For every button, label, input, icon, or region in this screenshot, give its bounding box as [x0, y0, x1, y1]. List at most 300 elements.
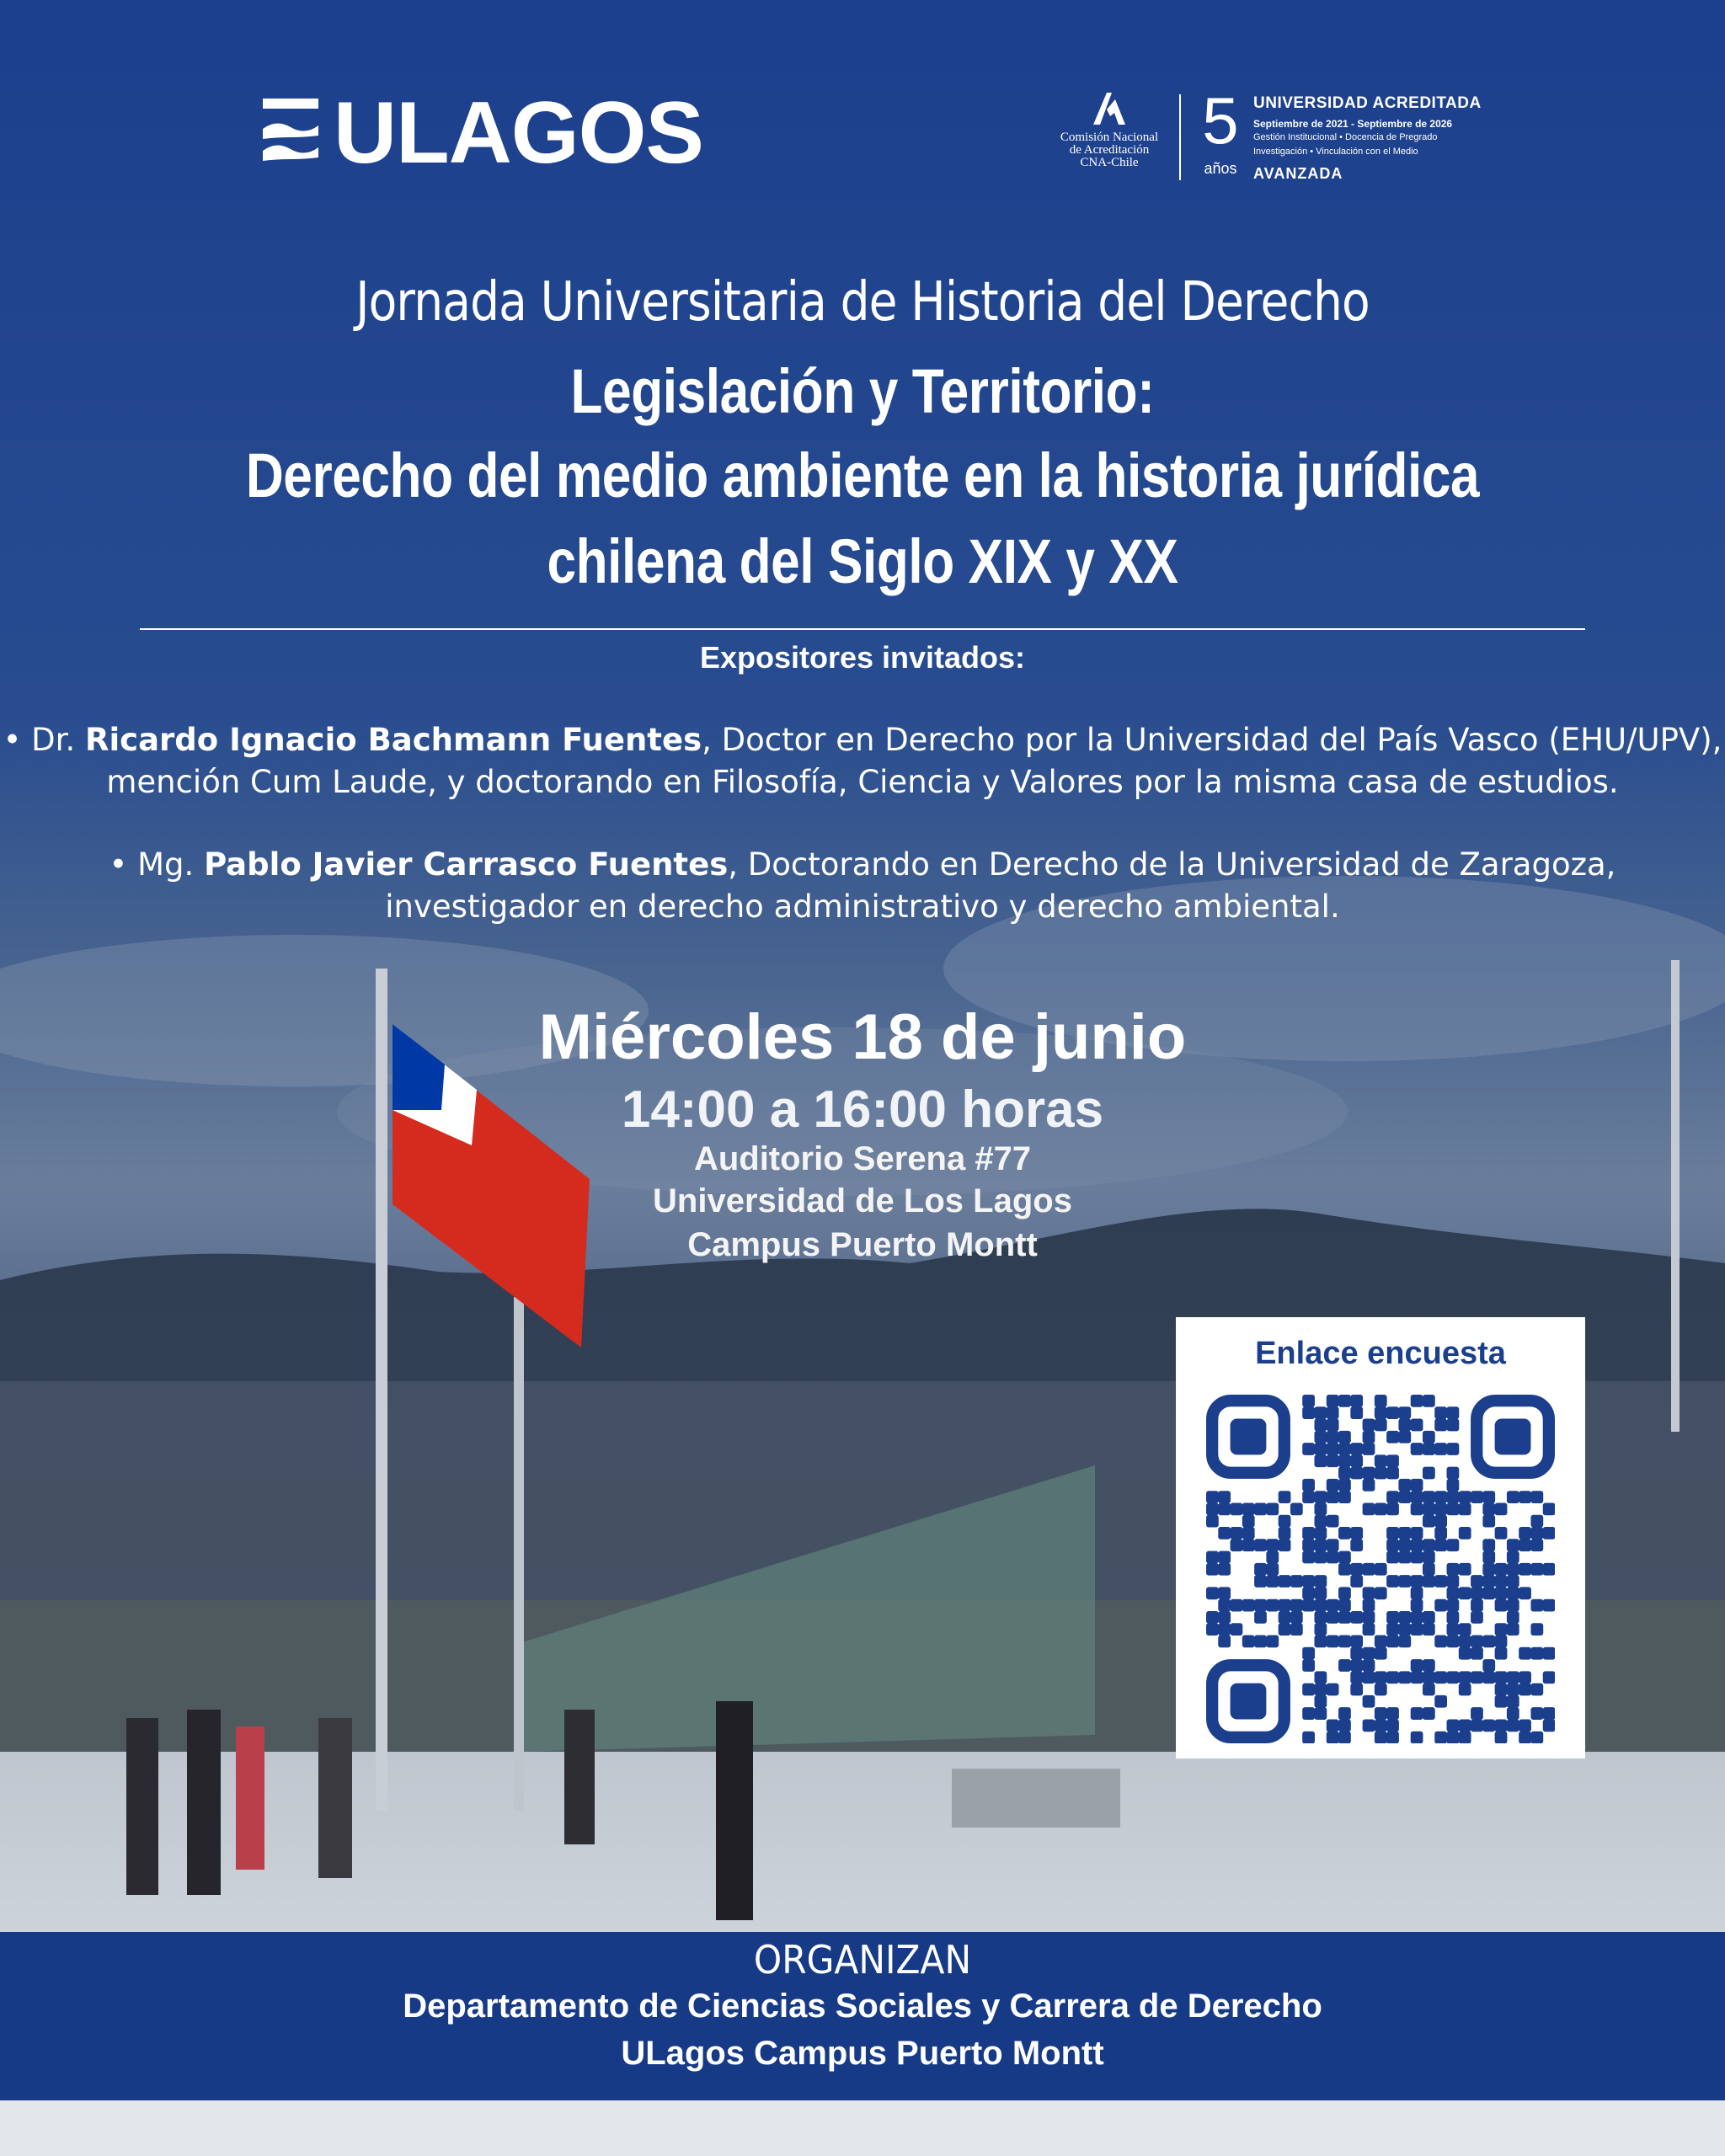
qr-module: [1290, 1575, 1303, 1588]
qr-module: [1495, 1719, 1508, 1732]
qr-module: [1519, 1719, 1531, 1732]
qr-module: [1302, 1684, 1315, 1696]
qr-module: [1375, 1732, 1387, 1743]
qr-module: [1543, 1707, 1555, 1720]
qr-module: [1266, 1599, 1279, 1612]
speaker-description: investigador en derecho administrativo y derecho ambiental.: [385, 889, 1340, 925]
qr-module: [1314, 1431, 1327, 1444]
cna-name-line: Comisión Nacional: [1060, 131, 1159, 144]
qr-module: [1327, 1636, 1339, 1648]
qr-module: [1254, 1502, 1267, 1515]
qr-module: [1530, 1539, 1543, 1551]
qr-module: [1386, 1623, 1399, 1636]
cna-name-line: CNA-Chile: [1080, 156, 1139, 169]
qr-module: [1338, 1479, 1351, 1492]
qr-module: [1338, 1527, 1351, 1540]
qr-module: [1279, 1491, 1291, 1503]
qr-module: [1338, 1659, 1351, 1672]
qr-module: [1350, 1443, 1363, 1455]
qr-module: [1338, 1599, 1351, 1612]
qr-module: [1411, 1659, 1423, 1672]
qr-module: [1350, 1647, 1363, 1660]
qr-module: [1398, 1611, 1411, 1624]
qr-module: [1482, 1719, 1495, 1732]
qr-module: [1530, 1599, 1543, 1612]
qr-module: [1363, 1479, 1375, 1492]
qr-module: [1266, 1563, 1279, 1576]
speaker-description: mención Cum Laude, y doctorando en Filosofía, Ciencia y Valores por la misma casa de estudios.: [106, 764, 1619, 800]
qr-module: [1459, 1623, 1471, 1636]
qr-module: [1314, 1684, 1327, 1696]
qr-module: [1423, 1395, 1435, 1407]
qr-module: [1530, 1623, 1543, 1636]
qr-module: [1338, 1395, 1351, 1407]
qr-module: [1338, 1467, 1351, 1480]
qr-module: [1375, 1647, 1387, 1660]
qr-module: [1314, 1671, 1327, 1684]
speaker-prefix: • Mg.: [109, 846, 205, 883]
qr-module: [1447, 1575, 1460, 1588]
qr-module: [1423, 1611, 1435, 1624]
qr-module: [1423, 1684, 1435, 1696]
qr-module: [1363, 1467, 1375, 1480]
qr-module: [1423, 1707, 1435, 1720]
qr-module: [1290, 1599, 1303, 1612]
qr-module: [1254, 1539, 1267, 1551]
qr-module: [1447, 1443, 1460, 1455]
event-venue: Campus Puerto Montt: [687, 1226, 1038, 1263]
qr-module: [1363, 1659, 1375, 1672]
qr-module: [1386, 1719, 1399, 1732]
qr-module: [1482, 1491, 1495, 1503]
qr-module: [1314, 1454, 1327, 1467]
qr-module: [1423, 1491, 1435, 1503]
qr-module: [1363, 1443, 1375, 1455]
qr-module: [1411, 1491, 1423, 1503]
qr-module: [1423, 1575, 1435, 1588]
qr-module: [1482, 1636, 1495, 1648]
qr-module: [1302, 1406, 1315, 1419]
qr-module: [1434, 1671, 1447, 1684]
qr-module: [1482, 1587, 1495, 1599]
qr-module: [1327, 1719, 1339, 1732]
qr-module: [1363, 1587, 1375, 1599]
qr-module: [1507, 1684, 1519, 1696]
qr-module: [1447, 1671, 1460, 1684]
qr-module: [1302, 1647, 1315, 1660]
qr-module: [1507, 1599, 1519, 1612]
qr-module: [1363, 1623, 1375, 1636]
speaker-entry: [0, 844, 1725, 928]
qr-module: [1543, 1563, 1555, 1576]
qr-module: [1314, 1575, 1327, 1588]
qr-module: [1411, 1611, 1423, 1624]
qr-module: [1459, 1563, 1471, 1576]
qr-module: [1495, 1563, 1508, 1576]
qr-module: [1206, 1551, 1219, 1564]
qr-module: [1302, 1551, 1315, 1564]
qr-module: [1206, 1563, 1219, 1576]
qr-module: [1314, 1695, 1327, 1708]
qr-module: [1231, 1599, 1243, 1612]
qr-module: [1507, 1623, 1519, 1636]
qr-module: [1279, 1599, 1291, 1612]
speaker-line: [0, 844, 1725, 886]
qr-module: [1386, 1671, 1399, 1684]
event-title-line: Legislación y Territorio:: [570, 356, 1155, 426]
qr-module: [1495, 1502, 1508, 1515]
waves-icon: [263, 95, 322, 171]
qr-module: [1411, 1732, 1423, 1743]
qr-module: [1206, 1491, 1219, 1503]
accreditation-info: [1253, 91, 1482, 184]
qr-module: [1338, 1719, 1351, 1732]
qr-module: [1375, 1587, 1387, 1599]
qr-module: [1386, 1575, 1399, 1588]
qr-module: [1231, 1502, 1243, 1515]
qr-module: [1279, 1515, 1291, 1528]
qr-module: [1459, 1502, 1471, 1515]
qr-module: [1495, 1684, 1508, 1696]
survey-qr-card[interactable]: [1176, 1317, 1585, 1758]
qr-module: [1482, 1515, 1495, 1528]
qr-module: [1434, 1419, 1447, 1432]
qr-module: [1242, 1636, 1255, 1648]
qr-module: [1375, 1419, 1387, 1432]
qr-module: [1411, 1551, 1423, 1564]
survey-label: Enlace encuesta: [1255, 1336, 1506, 1371]
qr-module: [1242, 1515, 1255, 1528]
speaker-prefix: • Dr.: [3, 722, 85, 758]
qr-module: [1471, 1636, 1483, 1648]
qr-module: [1386, 1611, 1399, 1624]
qr-module: [1206, 1502, 1219, 1515]
qr-module: [1482, 1671, 1495, 1684]
qr-module: [1363, 1611, 1375, 1624]
qr-module: [1302, 1443, 1315, 1455]
qr-module: [1363, 1563, 1375, 1576]
qr-module: [1495, 1732, 1508, 1743]
qr-module: [1314, 1419, 1327, 1432]
qr-module: [1507, 1539, 1519, 1551]
qr-module: [1482, 1659, 1495, 1672]
qr-module: [1447, 1599, 1460, 1612]
qr-module: [1327, 1539, 1339, 1551]
organizer-line: ULagos Campus Puerto Montt: [621, 2035, 1104, 2072]
qr-module: [1507, 1671, 1519, 1684]
qr-module: [1242, 1539, 1255, 1551]
event-title-line: chilena del Siglo XIX y XX: [547, 526, 1178, 596]
qr-code-icon[interactable]: [1206, 1395, 1555, 1743]
qr-module: [1386, 1551, 1399, 1564]
qr-module: [1530, 1527, 1543, 1540]
qr-module: [1386, 1467, 1399, 1480]
qr-module: [1386, 1707, 1399, 1720]
qr-module: [1242, 1599, 1255, 1612]
qr-module: [1530, 1515, 1543, 1528]
qr-module: [1290, 1611, 1303, 1624]
qr-module: [1398, 1491, 1411, 1503]
qr-module: [1350, 1454, 1363, 1467]
qr-module: [1218, 1551, 1231, 1564]
qr-module: [1434, 1636, 1447, 1648]
qr-module: [1314, 1611, 1327, 1624]
qr-module: [1447, 1539, 1460, 1551]
qr-module: [1338, 1454, 1351, 1467]
qr-module: [1338, 1732, 1351, 1743]
qr-module: [1519, 1527, 1531, 1540]
qr-module: [1507, 1587, 1519, 1599]
speaker-description: , Doctorando en Derecho de la Universidad de Zaragoza,: [728, 846, 1616, 883]
qr-module: [1434, 1443, 1447, 1455]
qr-module: [1434, 1575, 1447, 1588]
qr-module: [1459, 1732, 1471, 1743]
qr-module: [1495, 1671, 1508, 1684]
qr-module: [1279, 1575, 1291, 1588]
qr-module: [1447, 1419, 1460, 1432]
qr-module: [1386, 1502, 1399, 1515]
qr-module: [1423, 1431, 1435, 1444]
qr-module: [1218, 1491, 1231, 1503]
qr-module: [1375, 1467, 1387, 1480]
qr-module: [1398, 1636, 1411, 1648]
qr-module: [1302, 1539, 1315, 1551]
organizers-heading: ORGANIZAN: [753, 1937, 972, 1983]
qr-module: [1471, 1575, 1483, 1588]
qr-module: [1543, 1719, 1555, 1732]
qr-module: [1507, 1575, 1519, 1588]
qr-module: [1471, 1599, 1483, 1612]
qr-module: [1338, 1707, 1351, 1720]
organizer-line: Departamento de Ciencias Sociales y Carrera de Derecho: [403, 1988, 1322, 2025]
qr-module: [1447, 1636, 1460, 1648]
qr-module: [1350, 1527, 1363, 1540]
qr-module: [1327, 1732, 1339, 1743]
qr-module: [1447, 1406, 1460, 1419]
qr-module: [1231, 1527, 1243, 1540]
qr-module: [1447, 1587, 1460, 1599]
qr-module: [1350, 1611, 1363, 1624]
qr-module: [1459, 1684, 1471, 1696]
qr-module: [1218, 1636, 1231, 1648]
qr-module: [1350, 1671, 1363, 1684]
qr-module: [1495, 1623, 1508, 1636]
qr-module: [1242, 1502, 1255, 1515]
qr-module: [1495, 1636, 1508, 1648]
qr-module: [1266, 1575, 1279, 1588]
qr-module: [1471, 1587, 1483, 1599]
qr-module: [1231, 1539, 1243, 1551]
qr-module: [1519, 1563, 1531, 1576]
cna-name-line: de Acreditación: [1069, 143, 1150, 157]
qr-module: [1398, 1479, 1411, 1492]
qr-module: [1423, 1539, 1435, 1551]
years-number: 5: [1202, 83, 1239, 157]
qr-module: [1423, 1563, 1435, 1576]
qr-module: [1350, 1636, 1363, 1648]
qr-module: [1338, 1636, 1351, 1648]
qr-module: [1375, 1719, 1387, 1732]
qr-module: [1350, 1539, 1363, 1551]
qr-module: [1398, 1671, 1411, 1684]
qr-module: [1206, 1515, 1219, 1528]
event-venue: Auditorio Serena #77: [693, 1140, 1032, 1177]
event-title-line: Derecho del medio ambiente en la historia jurídica: [245, 440, 1480, 510]
qr-module: [1507, 1611, 1519, 1624]
qr-module: [1434, 1527, 1447, 1540]
qr-module: [1363, 1719, 1375, 1732]
qr-module: [1327, 1551, 1339, 1564]
qr-module: [1314, 1623, 1327, 1636]
qr-module: [1447, 1719, 1460, 1732]
qr-module: [1482, 1575, 1495, 1588]
qr-module: [1290, 1502, 1303, 1515]
title-divider: [140, 628, 1585, 630]
qr-module: [1411, 1623, 1423, 1636]
qr-module: [1398, 1575, 1411, 1588]
qr-module: [1279, 1527, 1291, 1540]
qr-module: [1543, 1599, 1555, 1612]
qr-module: [1266, 1636, 1279, 1648]
qr-module: [1206, 1611, 1219, 1624]
qr-module: [1411, 1587, 1423, 1599]
qr-module: [1530, 1647, 1543, 1660]
qr-module: [1423, 1443, 1435, 1455]
qr-module: [1459, 1636, 1471, 1648]
qr-module: [1314, 1551, 1327, 1564]
speaker-description: , Doctor en Derecho por la Universidad del País Vasco (EHU/UPV),: [702, 722, 1722, 758]
qr-module: [1471, 1611, 1483, 1624]
qr-module: [1363, 1502, 1375, 1515]
qr-module: [1375, 1671, 1387, 1684]
qr-module: [1218, 1563, 1231, 1576]
qr-module: [1302, 1659, 1315, 1672]
qr-module: [1471, 1719, 1483, 1732]
qr-module: [1411, 1395, 1423, 1407]
qr-module: [1375, 1563, 1387, 1576]
accreditation-areas: Gestión Institucional • Docencia de Pregrado: [1253, 132, 1438, 142]
qr-module: [1543, 1671, 1555, 1684]
qr-module: [1314, 1443, 1327, 1455]
qr-module: [1314, 1707, 1327, 1720]
qr-module: [1519, 1647, 1531, 1660]
qr-module: [1411, 1599, 1423, 1612]
qr-module: [1507, 1695, 1519, 1708]
qr-module: [1519, 1732, 1531, 1743]
qr-module: [1314, 1406, 1327, 1419]
qr-module: [1338, 1563, 1351, 1576]
event-date: Miércoles 18 de junio: [538, 1001, 1187, 1073]
qr-module: [1375, 1707, 1387, 1720]
cna-logo: [1055, 91, 1164, 184]
qr-module: [1495, 1599, 1508, 1612]
qr-module: [1327, 1454, 1339, 1467]
qr-module: [1507, 1707, 1519, 1720]
qr-module: [1423, 1502, 1435, 1515]
qr-module: [1375, 1406, 1387, 1419]
qr-module: [1434, 1539, 1447, 1551]
qr-module: [1398, 1406, 1411, 1419]
qr-module: [1482, 1539, 1495, 1551]
qr-module: [1459, 1491, 1471, 1503]
qr-module: [1363, 1647, 1375, 1660]
qr-module: [1398, 1419, 1411, 1432]
accreditation-level: AVANZADA: [1253, 165, 1343, 182]
qr-module: [1423, 1659, 1435, 1672]
qr-module: [1519, 1684, 1531, 1696]
qr-module: [1350, 1659, 1363, 1672]
qr-module: [1447, 1611, 1460, 1624]
qr-module: [1314, 1587, 1327, 1599]
qr-module: [1266, 1551, 1279, 1564]
qr-module: [1254, 1575, 1267, 1588]
qr-module: [1447, 1491, 1460, 1503]
event-time: 14:00 a 16:00 horas: [621, 1081, 1104, 1139]
qr-module: [1447, 1479, 1460, 1492]
event-venue: Universidad de Los Lagos: [653, 1182, 1072, 1219]
qr-module: [1327, 1515, 1339, 1528]
qr-module: [1338, 1431, 1351, 1444]
qr-module: [1327, 1684, 1339, 1696]
qr-module: [1447, 1623, 1460, 1636]
qr-module: [1507, 1551, 1519, 1564]
qr-module: [1495, 1587, 1508, 1599]
qr-module: [1327, 1479, 1339, 1492]
qr-module: [1314, 1515, 1327, 1528]
qr-module: [1338, 1611, 1351, 1624]
cna-icon: [1090, 91, 1129, 126]
qr-module: [1338, 1443, 1351, 1455]
qr-module: [1350, 1684, 1363, 1696]
qr-module: [1279, 1623, 1291, 1636]
qr-module: [1519, 1539, 1531, 1551]
speaker-name: Pablo Javier Carrasco Fuentes: [204, 846, 729, 883]
qr-module: [1327, 1491, 1339, 1503]
qr-module: [1327, 1611, 1339, 1624]
speaker-entry: [0, 719, 1725, 803]
logo-text: ULAGOS: [334, 84, 703, 182]
qr-module: [1519, 1671, 1531, 1684]
qr-module: [1411, 1479, 1423, 1492]
qr-module: [1302, 1575, 1315, 1588]
qr-module: [1447, 1502, 1460, 1515]
qr-finder-center: [1231, 1684, 1267, 1720]
qr-module: [1254, 1636, 1267, 1648]
qr-module: [1231, 1623, 1243, 1636]
speaker-line: [0, 719, 1725, 761]
qr-module: [1302, 1587, 1315, 1599]
qr-module: [1279, 1611, 1291, 1624]
qr-module: [1386, 1539, 1399, 1551]
qr-module: [1411, 1539, 1423, 1551]
qr-module: [1254, 1611, 1267, 1624]
qr-module: [1302, 1491, 1315, 1503]
qr-module: [1471, 1707, 1483, 1720]
qr-module: [1434, 1491, 1447, 1503]
qr-module: [1350, 1406, 1363, 1419]
qr-module: [1530, 1684, 1543, 1696]
qr-module: [1266, 1502, 1279, 1515]
qr-module: [1459, 1719, 1471, 1732]
qr-module: [1375, 1454, 1387, 1467]
qr-module: [1363, 1695, 1375, 1708]
qr-module: [1302, 1599, 1315, 1612]
qr-finder-center: [1231, 1419, 1267, 1455]
qr-module: [1471, 1671, 1483, 1684]
accreditation-title: UNIVERSIDAD ACREDITADA: [1253, 94, 1482, 112]
qr-module: [1350, 1563, 1363, 1576]
qr-module: [1314, 1539, 1327, 1551]
